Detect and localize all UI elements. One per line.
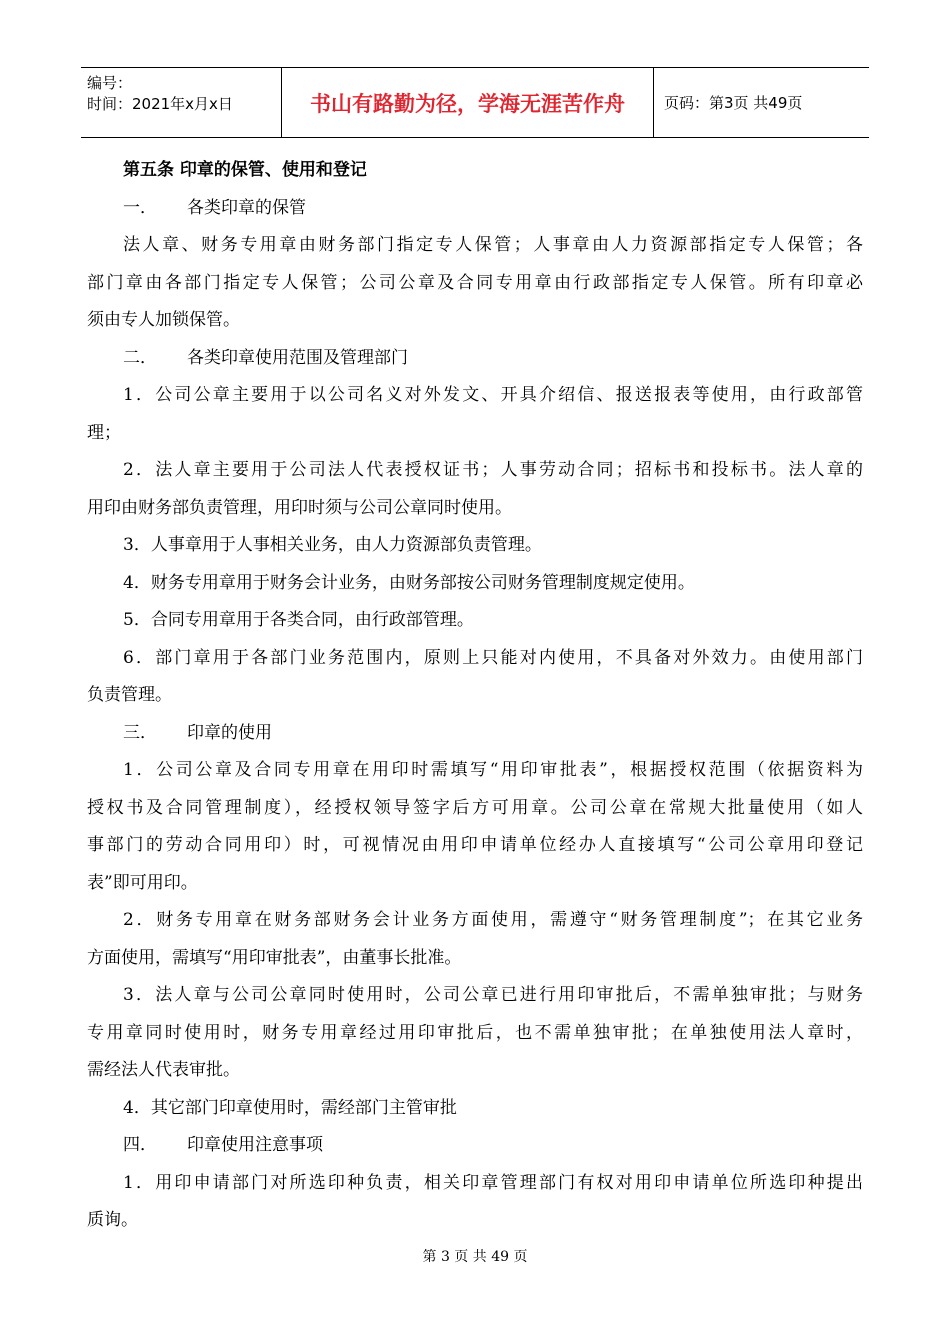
paragraph-line: 4．其它部门印章使用时，需经部门主管审批 [123, 1097, 457, 1118]
paragraph-line: 1．用印申请部门对所选印种负责，相关印章管理部门有权对用印申请单位所选印种提出 [123, 1172, 863, 1193]
section-heading [87, 340, 863, 378]
paragraph-line: 1．公司公章主要用于以公司名义对外发文、开具介绍信、报送报表等使用，由行政部管 [123, 385, 863, 405]
section-number: 四． [123, 1135, 157, 1155]
paragraph-line: 负责管理。 [87, 685, 172, 705]
paragraph-line: 理； [87, 422, 121, 443]
section-title: 各类印章的保管 [187, 197, 306, 218]
section-heading [87, 190, 863, 228]
header-motto: 书山有路勤为径，学海无涯苦作舟 [282, 68, 654, 137]
section-number: 三． [123, 722, 157, 743]
paragraph-line: 3．法人章与公司公章同时使用时，公司公章已进行用印审批后，不需单独审批；与财务 [123, 985, 863, 1005]
section-number: 一． [123, 197, 157, 218]
paragraph-line: 1．公司公章及合同专用章在用印时需填写“用印审批表”，根据授权范围（依据资料为 [123, 760, 863, 780]
paragraph-line: 部门章由各部门指定专人保管；公司公章及合同专用章由行政部指定专人保管。所有印章必 [87, 272, 863, 293]
paragraph-line: 6．部门章用于各部门业务范围内，原则上只能对内使用，不具备对外效力。由使用部门 [123, 647, 863, 668]
section-heading [87, 715, 863, 753]
header-meta [81, 68, 282, 137]
section-title: 各类印章使用范围及管理部门 [187, 347, 408, 368]
paragraph-line: 质询。 [87, 1210, 138, 1230]
section-heading [87, 1127, 863, 1165]
paragraph-line: 方面使用，需填写“用印审批表”，由董事长批准。 [87, 947, 462, 968]
paragraph-line: 事部门的劳动合同用印）时，可视情况由用印申请单位经办人直接填写“公司公章用印登记 [87, 835, 863, 855]
document-date-label: 时间：2021年x月x日 [87, 95, 233, 113]
paragraph-line: 需经法人代表审批。 [87, 1060, 240, 1080]
paragraph-line: 5．合同专用章用于各类合同，由行政部管理。 [123, 610, 474, 630]
page-footer: 第 3 页 共 49 页 [422, 1249, 528, 1265]
page-header [81, 67, 869, 138]
paragraph-line: 授权书及合同管理制度），经授权领导签字后方可用章。公司公章在常规大批量使用（如人 [87, 797, 863, 818]
article-title: 第五条 印章的保管、使用和登记 [123, 160, 367, 180]
paragraph-line: 4．财务专用章用于财务会计业务，由财务部按公司财务管理制度规定使用。 [123, 572, 695, 593]
paragraph-line: 专用章同时使用时，财务专用章经过用印审批后，也不需单独审批；在单独使用法人章时， [87, 1022, 863, 1043]
document-body [87, 152, 863, 1240]
paragraph-line: 须由专人加锁保管。 [87, 310, 240, 330]
paragraph-line: 用印由财务部负责管理，用印时须与公司公章同时使用。 [87, 497, 512, 518]
section-title: 印章使用注意事项 [187, 1135, 323, 1155]
paragraph-line: 3．人事章用于人事相关业务，由人力资源部负责管理。 [123, 535, 542, 555]
paragraph-line: 法人章、财务专用章由财务部门指定专人保管；人事章由人力资源部指定专人保管；各 [123, 235, 863, 255]
paragraph-line: 2．财务专用章在财务部财务会计业务方面使用，需遵守“财务管理制度”；在其它业务 [123, 910, 863, 930]
document-number-label: 编号： [87, 74, 133, 92]
section-title: 印章的使用 [187, 722, 272, 743]
header-page-info: 页码：第3页 共49页 [664, 94, 803, 112]
paragraph-line: 2．法人章主要用于公司法人代表授权证书；人事劳动合同；招标书和投标书。法人章的 [123, 460, 863, 480]
paragraph-line: 表”即可用印。 [87, 872, 198, 893]
section-number: 二． [123, 347, 157, 368]
